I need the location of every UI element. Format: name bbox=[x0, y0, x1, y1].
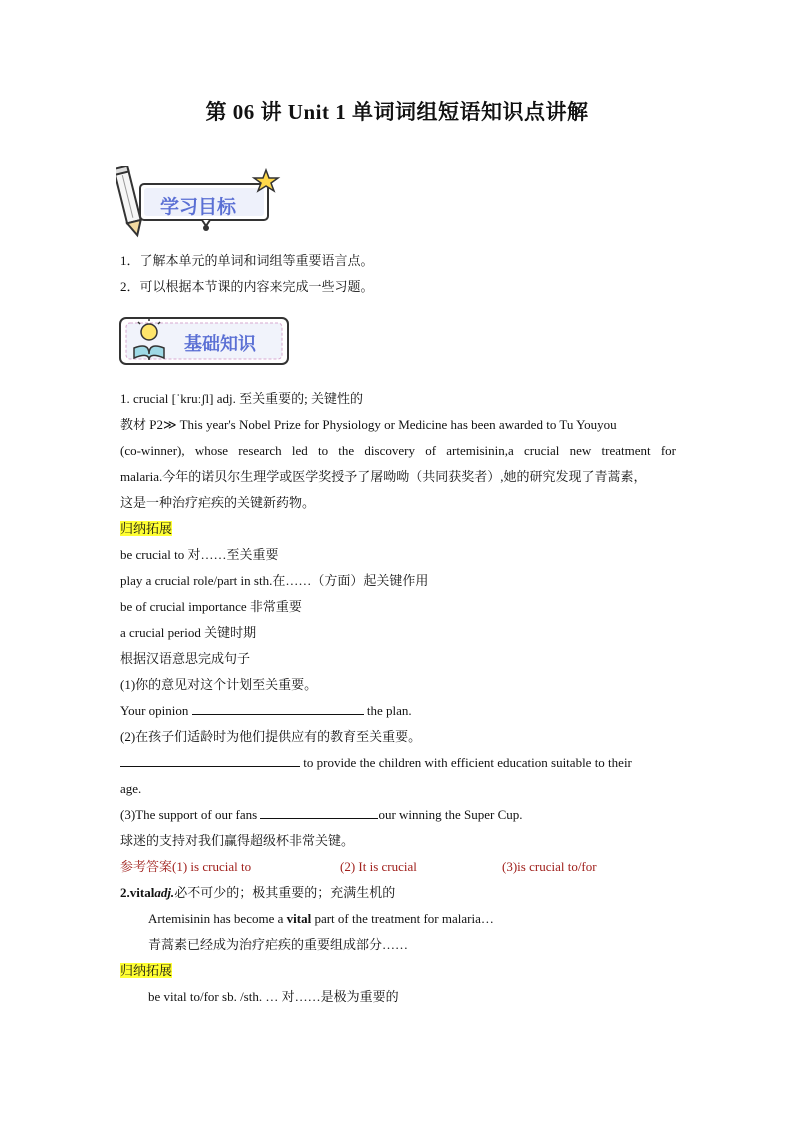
answer-label: 参考答案 bbox=[120, 859, 173, 874]
document-body bbox=[120, 248, 676, 1010]
blank-3 bbox=[260, 804, 378, 819]
item1-example-2: (co-winner), whose research led to the discovery of artemisinin,a crucial new treatment for bbox=[120, 443, 676, 458]
phrase-4: a crucial period 关键时期 bbox=[120, 625, 257, 640]
blank-2 bbox=[120, 752, 300, 767]
expand-label-2: 归纳拓展 bbox=[120, 963, 173, 978]
page-title: 第 06 讲 Unit 1 单词词组短语知识点讲解 bbox=[205, 100, 589, 124]
goal-2: 2．可以根据本节课的内容来完成一些习题。 bbox=[120, 279, 374, 294]
item1-example-1: 教材 P2≫ This year's Nobel Prize for Physiology or Medicine has been awarded to Tu Youyou bbox=[120, 417, 617, 432]
basic-knowledge-label: 基础知识 bbox=[184, 334, 256, 355]
learning-goals-label: 学习目标 bbox=[160, 196, 237, 218]
phrase-1: be crucial to 对……至关重要 bbox=[120, 547, 279, 562]
question-1-cn: (1)你的意见对这个计划至关重要。 bbox=[120, 677, 318, 692]
item2-heading: 2.vitaladj.必不可少的；极其重要的；充满生机的 bbox=[120, 885, 396, 900]
question-1: Your opinion the plan. bbox=[120, 698, 676, 724]
blank-1 bbox=[192, 700, 364, 715]
question-2-cn: (2)在孩子们适龄时为他们提供应有的教育至关重要。 bbox=[120, 729, 422, 744]
exercise-title: 根据汉语意思完成句子 bbox=[120, 651, 251, 666]
expand-label-1: 归纳拓展 bbox=[120, 521, 173, 536]
item1-example-4: 这是一种治疗疟疾的关键新药物。 bbox=[120, 495, 316, 510]
question-3: (3)The support of our fans our winning the Super Cup. bbox=[120, 802, 676, 828]
learning-goals-badge bbox=[116, 166, 282, 238]
item1-heading: 1. crucial [ˈkruːʃl] adj. 至关重要的; 关键性的 bbox=[120, 391, 363, 406]
item2-example: Artemisinin has become a vital part of the treatment for malaria… bbox=[148, 911, 494, 926]
phrase-3: be of crucial importance 非常重要 bbox=[120, 599, 302, 614]
question-2: to provide the children with efficient education suitable to their bbox=[120, 750, 676, 776]
phrase-2: play a crucial role/part in sth.在……（方面）起关键作用 bbox=[120, 573, 429, 588]
item1-example-3: malaria.今年的诺贝尔生理学或医学奖授予了屠呦呦（共同获奖者）,她的研究发现了青蒿素， bbox=[120, 469, 647, 484]
question-2-cont: age. bbox=[120, 781, 142, 796]
item2-example-cn: 青蒿素已经成为治疗疟疾的重要组成部分…… bbox=[148, 937, 409, 952]
goal-1: 1．了解本单元的单词和词组等重要语言点。 bbox=[120, 253, 374, 268]
answer-line: 参考答案(1) is crucial to (2) It is crucial (3)is crucial to/for bbox=[120, 859, 597, 874]
item2-phrase: be vital to/for sb. /sth. … 对……是极为重要的 bbox=[148, 989, 399, 1004]
question-3-cn: 球迷的支持对我们赢得超级杯非常关键。 bbox=[120, 833, 355, 848]
